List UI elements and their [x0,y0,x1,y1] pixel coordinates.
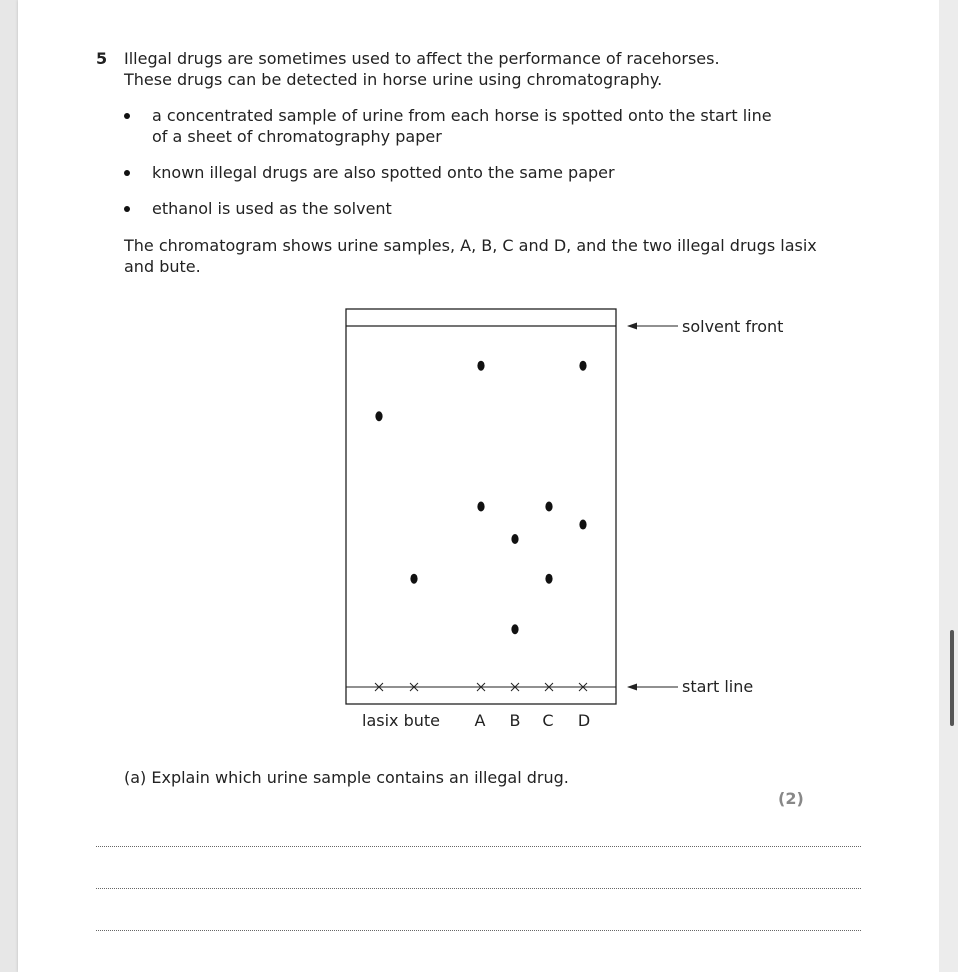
lane-label-c: C [542,711,554,730]
description-line: The chromatogram shows urine samples, A, B, C and D, and the two illegal drugs lasix [124,236,817,255]
part-a-prompt: (a) Explain which urine sample contains an illegal drug. [124,768,569,787]
spot-b [511,624,518,634]
start-line-label: start line [682,677,754,696]
answer-line[interactable] [96,888,861,889]
description-line: and bute. [124,257,201,276]
intro-line: Illegal drugs are sometimes used to affect the performance of racehorses. [124,49,720,68]
bullet-text: known illegal drugs are also spotted onto the same paper [152,163,615,182]
bullet-text: a concentrated sample of urine from each horse is spotted onto the start line of a sheet of chromatography paper [152,106,772,146]
lane-label-a: A [474,711,486,730]
spot-c [545,502,552,512]
lane-label-lasix-bute: lasix bute [362,711,440,730]
lane-label-d: D [577,711,591,730]
answer-line[interactable] [96,846,861,847]
spot-bute [410,574,417,584]
intro-line: These drugs can be detected in horse urine using chromatography. [124,70,663,89]
question-number: 5 [96,49,108,68]
spot-c [545,574,552,584]
spot-a [477,361,484,371]
solvent-front-arrow-icon [627,323,637,330]
spot-lasix [375,411,382,421]
spot-a [477,502,484,512]
solvent-front-label: solvent front [682,317,784,336]
spots-group [375,361,586,635]
lane-label-b: B [509,711,521,730]
spot-d [579,361,586,371]
answer-line[interactable] [96,930,861,931]
spot-b [511,534,518,544]
start-line-arrow-icon [627,684,637,691]
bullet-text: ethanol is used as the solvent [152,199,392,218]
marks-badge: (2) [778,789,804,808]
spot-d [579,520,586,530]
